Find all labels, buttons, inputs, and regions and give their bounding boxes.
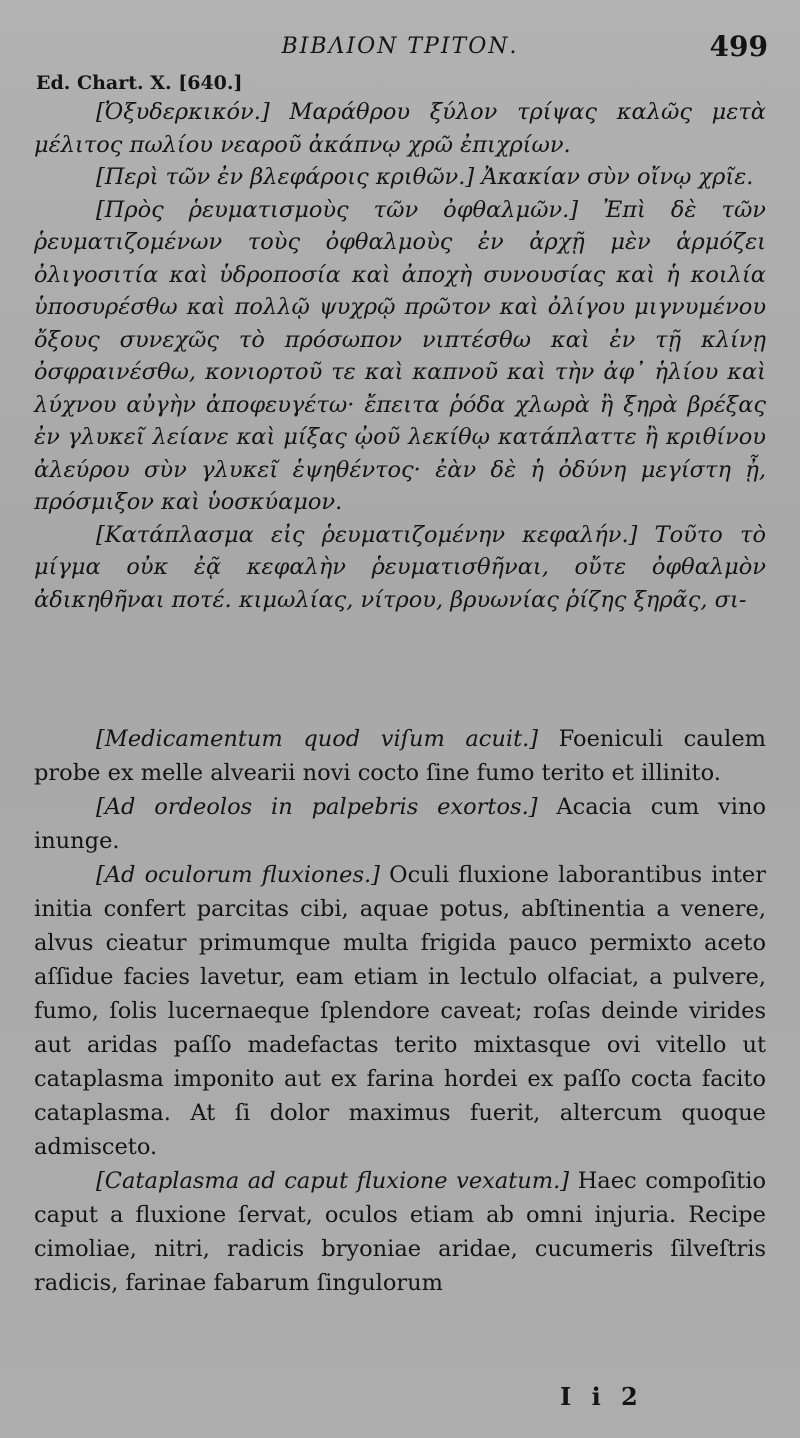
paragraph-body: Ἀκακίαν σὺν οἴνῳ χρῖε. bbox=[481, 164, 754, 190]
greek-paragraph bbox=[34, 519, 766, 617]
greek-text-block bbox=[34, 96, 766, 616]
section-heading: [Ad ordeolos in palpebris exortos.] bbox=[96, 794, 538, 820]
latin-paragraph bbox=[34, 722, 766, 790]
paragraph-body: Acacia cum vino inunge. bbox=[34, 794, 766, 854]
running-head bbox=[0, 30, 800, 66]
latin-text-block bbox=[34, 722, 766, 1300]
section-heading: [Πρὸς ῥευματισμοὺς τῶν ὀφθαλμῶν.] bbox=[96, 196, 579, 223]
paragraph-body: Μαράθρου ξύλον τρίψας καλῶς μετὰ μέλιτος πωλίου νεαροῦ ἀκάπνῳ χρῶ ἐπιχρίων. bbox=[34, 99, 767, 158]
section-heading: [Ὀξυδερκικόν.] bbox=[96, 99, 270, 125]
page-number: 499 bbox=[709, 30, 768, 63]
section-heading: [Ad oculorum fluxiones.] bbox=[96, 862, 380, 888]
section-heading: [Περὶ τῶν ἐν βλεφάροις κριθῶν.] bbox=[96, 164, 475, 190]
paragraph-body: Foeniculi caulem probe ex melle alvearii novi cocto ſine fumo terito et illinito. bbox=[34, 726, 767, 786]
paragraph-body: Ἐπὶ δὲ τῶν ῥευματιζομένων τοὺς ὀφθαλμοὺς ἐν ἀρχῇ μὲν ἁρμόζει ὀλιγοσιτία καὶ ὑδροποσία καὶ ἀποχὴ συνουσίας καὶ ἡ κοιλία ὑποσυρέσθω καὶ πολλῷ ψυχρῷ πρῶτον καὶ ὀλίγου μιγνυμένου ὄξους συνεχῶς τὸ πρόσωπον νιπτέσθω καὶ ἐν τῇ κλίνῃ ὀσφραινέσθω, κονιορτοῦ τε καὶ καπνοῦ καὶ τὴν ἀφ᾽ ἡλίου καὶ λύχνου αὐγὴν ἀποφευγέτω· ἔπειτα ῥόδα χλωρὰ ἢ ξηρὰ βρέξας ἐν γλυκεῖ λείανε καὶ μίξας ᾠοῦ λεκίθῳ κατάπλαττε ἢ κριθίνου ἀλεύρου σὺν γλυκεῖ ἑψηθέντος· ἐὰν δὲ ἡ ὀδύνη μεγίστη ᾖ, πρόσμιξον καὶ ὑοσκύαμον. bbox=[34, 196, 766, 515]
latin-paragraph bbox=[34, 858, 766, 1164]
section-heading: [Κατάπλασμα εἰς ῥευματιζομένην κεφαλήν.] bbox=[96, 521, 638, 548]
paragraph-body: Τοῦτο τὸ μίγμα οὐκ ἐᾷ κεφαλὴν ῥευματισθῆναι, οὔτε ὀφθαλμὸν ἀδικηθῆναι ποτέ. κιμωλίας, νίτρου, βρυωνίας ῥίζης ξηρᾶς, σι- bbox=[34, 521, 767, 613]
edition-reference: Ed. Chart. X. [640.] bbox=[36, 72, 243, 94]
greek-paragraph bbox=[34, 161, 766, 194]
latin-paragraph bbox=[34, 790, 766, 858]
paragraph-body: Oculi fluxione laborantibus inter initia confert parcitas cibi, aquae potus, abſtinentia a venere, alvus cieatur primumque multa frigida pauco permixto aceto aſſidue facies lavetur, eam etiam in lectulo olfaciat, a pulvere, fumo, ſolis lucernaeque ſplendore caveat; roſas deinde virides aut aridas paſſo madefactas terito mixtasque ovi vitello ut cataplasma imponito aut ex farina hordei ex paſſo cocta facito cataplasma. At ſi dolor maximus fuerit, altercum quoque admisceto. bbox=[34, 862, 766, 1160]
greek-paragraph bbox=[34, 194, 766, 519]
section-heading: [Cataplasma ad caput fluxione vexatum.] bbox=[96, 1168, 570, 1194]
paragraph-body: Haec compoſitio caput a fluxione ſervat, oculos etiam ab omni injuria. Recipe cimoliae, nitri, radicis bryoniae aridae, cucumeris ſilveſtris radicis, farinae fabarum ſingulorum bbox=[34, 1168, 766, 1296]
signature-mark: I i 2 bbox=[560, 1382, 644, 1411]
section-heading: [Medicamentum quod viſum acuit.] bbox=[96, 726, 539, 752]
greek-paragraph bbox=[34, 96, 766, 161]
latin-paragraph bbox=[34, 1164, 766, 1300]
book-title: ΒΙΒΛΙΟΝ ΤΡΙΤΟΝ. bbox=[281, 34, 519, 59]
